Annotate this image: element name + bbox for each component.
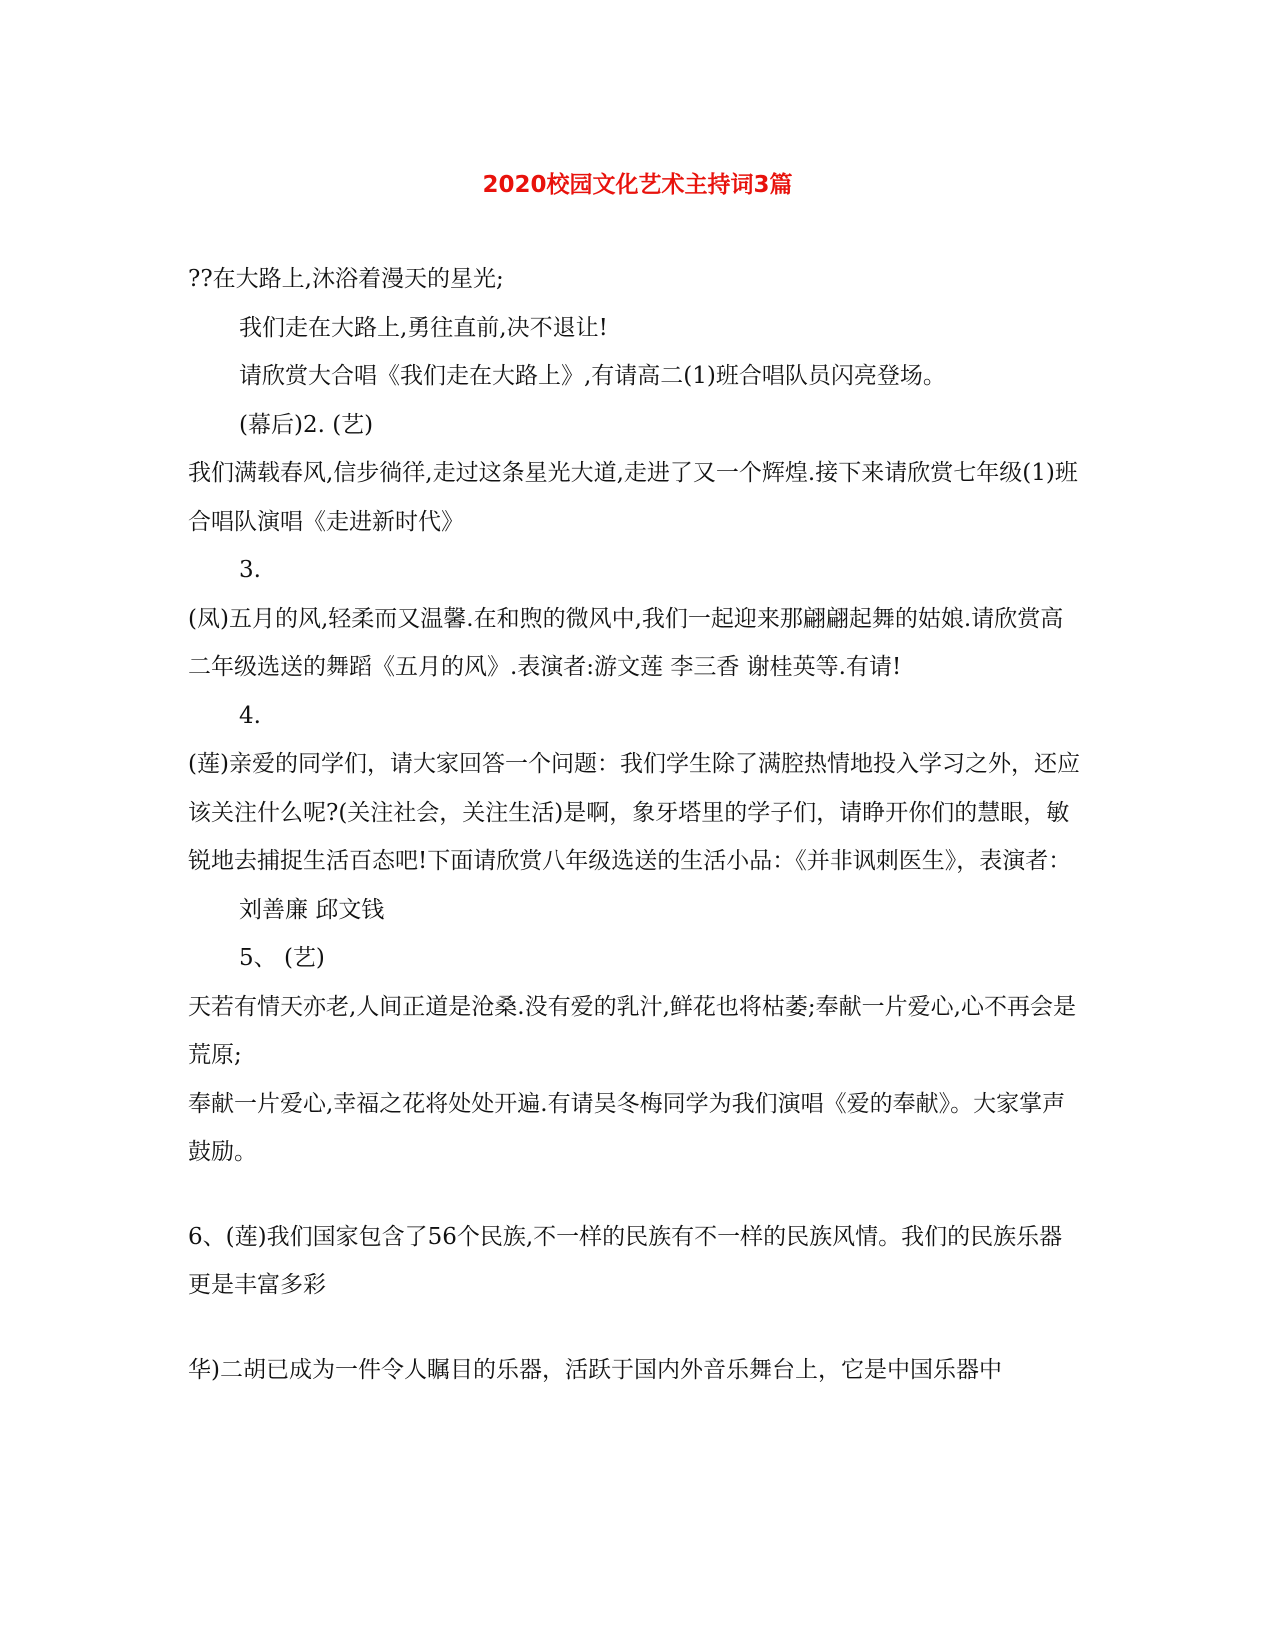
paragraph-gap bbox=[188, 1177, 1083, 1213]
paragraph: (凤)五月的风,轻柔而又温馨.在和煦的微风中,我们一起迎来那翩翩起舞的姑娘.请欣赏高二年级选送的舞蹈《五月的风》.表演者:游文莲 李三香 谢桂英等.有请! bbox=[188, 605, 1064, 680]
document-title: 2020校园文化艺术主持词3篇 bbox=[482, 172, 793, 198]
paragraph: 请欣赏大合唱《我们走在大路上》,有请高二(1)班合唱队员闪亮登场。 bbox=[239, 363, 946, 389]
paragraph: 华)二胡已成为一件令人瞩目的乐器，活跃于国内外音乐舞台上，它是中国乐器中 bbox=[188, 1356, 1002, 1383]
paragraph: (莲)亲爱的同学们，请大家回答一个问题：我们学生除了满腔热情地投入学习之外，还应该关注什么呢?(关注社会，关注生活)是啊，象牙塔里的学子们，请睁开你们的慧眼，敏锐地去捕捉生活百态吧!下面请欣赏八年级选送的生活小品：《并非讽刺医生》，表演者： bbox=[188, 751, 1080, 874]
paragraph: 5、 (艺) bbox=[239, 945, 325, 971]
paragraph-gap bbox=[188, 1310, 1083, 1346]
paragraph: ??在大路上,沐浴着漫天的星光; bbox=[188, 266, 504, 292]
document-body bbox=[188, 255, 1083, 1394]
paragraph: 我们满载春风,信步徜徉,走过这条星光大道,走进了又一个辉煌.接下来请欣赏七年级(1)班合唱队演唱《走进新时代》 bbox=[188, 460, 1078, 535]
paragraph: 刘善廉 邱文钱 bbox=[239, 896, 385, 923]
paragraph: (幕后)2. (艺) bbox=[239, 411, 374, 438]
paragraph: 奉献一片爱心,幸福之花将处处开遍.有请吴冬梅同学为我们演唱《爱的奉献》。大家掌声鼓励。 bbox=[188, 1090, 1066, 1165]
paragraph: 4. bbox=[239, 702, 261, 729]
paragraph: 3. bbox=[239, 557, 261, 583]
paragraph: 我们走在大路上,勇往直前,决不退让! bbox=[239, 314, 608, 341]
paragraph: 6、(莲)我们国家包含了56个民族,不一样的民族有不一样的民族风情。我们的民族乐器更是丰富多彩 bbox=[188, 1223, 1063, 1298]
paragraph: 天若有情天亦老,人间正道是沧桑.没有爱的乳汁,鲜花也将枯萎;奉献一片爱心,心不再会是荒原; bbox=[188, 993, 1076, 1068]
